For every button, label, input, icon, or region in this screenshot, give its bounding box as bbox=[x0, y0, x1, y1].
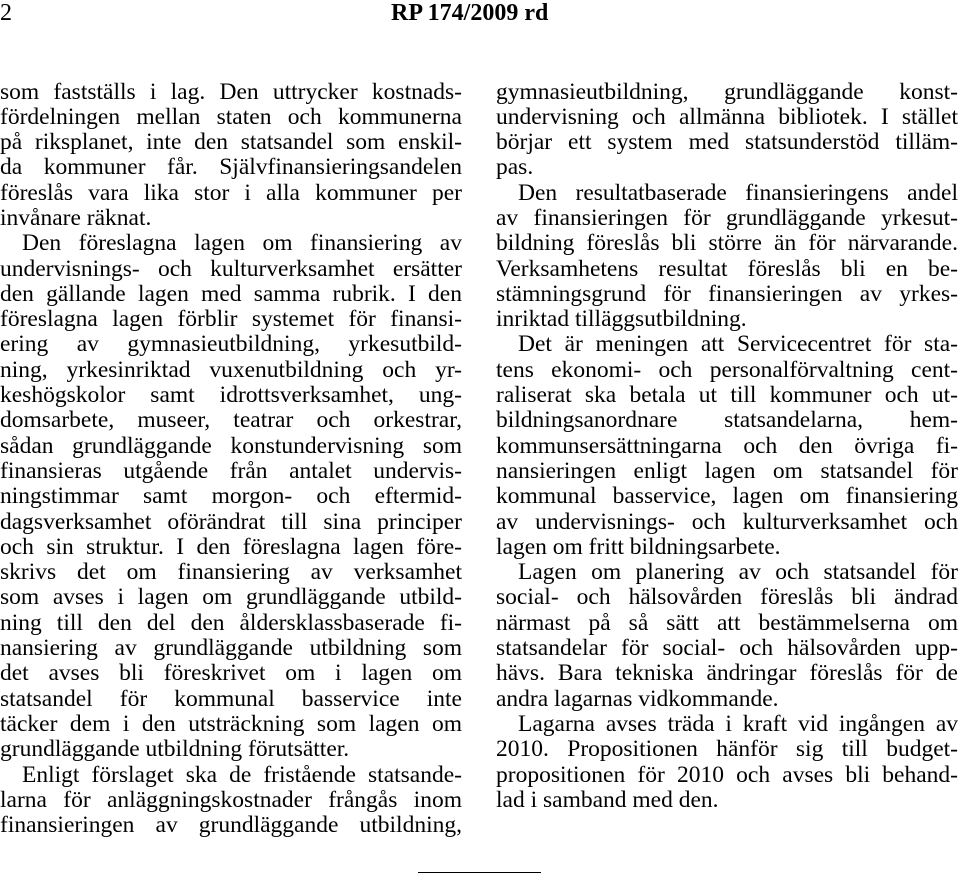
text-line: 2010. Propositionen hänför sig till budget- bbox=[496, 736, 958, 763]
paragraph bbox=[0, 80, 462, 232]
text-line: andra lagarnas vidkommande. bbox=[496, 685, 779, 712]
page-number: 2 bbox=[0, 0, 12, 26]
text-line: social- och hälsovården föreslås bli ändrad bbox=[496, 584, 958, 611]
paragraph bbox=[496, 80, 958, 181]
text-line: av undervisnings- och kulturverksamhet och bbox=[496, 508, 958, 535]
text-line: föreslagna lagen förblir systemet för finansi- bbox=[0, 306, 462, 333]
text-line: lagen om fritt bildningsarbete. bbox=[496, 533, 781, 560]
text-line: lad i samband med den. bbox=[496, 786, 719, 813]
text-line: stämningsgrund för finansieringen av yrkes- bbox=[496, 280, 958, 307]
text-line: hävs. Bara tekniska ändringar föreslås för de bbox=[496, 660, 958, 687]
text-line: kommunsersättningarna och den övriga fi- bbox=[496, 432, 958, 459]
document-id: RP 174/2009 rd bbox=[391, 0, 549, 26]
text-line: propositionen för 2010 och avses bli behand- bbox=[496, 761, 958, 788]
text-line: Lagarna avses träda i kraft vid ingången av bbox=[518, 710, 958, 737]
footnote-separator bbox=[418, 872, 541, 873]
text-line: da kommuner får. Självfinansieringsandelen bbox=[0, 154, 462, 181]
text-line: Det är meningen att Servicecentret för sta- bbox=[518, 331, 958, 358]
text-line: av finansieringen för grundläggande yrkesut- bbox=[496, 204, 958, 231]
text-line: finansieringen av grundläggande utbildning, bbox=[0, 812, 462, 839]
text-line: tens ekonomi- och personalförvaltning cent- bbox=[496, 356, 958, 383]
text-line: Den föreslagna lagen om finansiering av bbox=[22, 230, 462, 257]
right-column bbox=[496, 80, 958, 814]
paragraph bbox=[0, 763, 462, 839]
text-line: sådan grundläggande konstundervisning som bbox=[0, 432, 462, 459]
left-column bbox=[0, 80, 462, 839]
text-line: ningstimmar samt morgon- och eftermid- bbox=[0, 483, 462, 510]
text-line: larna för anläggningskostnader frångås inom bbox=[0, 786, 462, 813]
text-line: täcker dem i den utsträckning som lagen om bbox=[0, 710, 462, 737]
text-line: ering av gymnasieutbildning, yrkesutbild- bbox=[0, 331, 462, 358]
paragraph bbox=[496, 332, 958, 560]
text-line: Den resultatbaserade finansieringens andel bbox=[518, 179, 958, 206]
text-line: ning till den del den åldersklassbaserade fi- bbox=[0, 609, 462, 636]
text-line: den gällande lagen med samma rubrik. I den bbox=[0, 280, 462, 307]
text-line: inriktad tilläggsutbildning. bbox=[496, 306, 747, 333]
text-line: börjar ett system med statsunderstöd tilläm- bbox=[496, 129, 958, 156]
text-line: dagsverksamhet oförändrat till sina principer bbox=[0, 508, 462, 535]
text-line: fördelningen mellan staten och kommunerna bbox=[0, 103, 462, 130]
text-line: undervisnings- och kulturverksamhet ersätter bbox=[0, 255, 462, 282]
text-line: invånare räknat. bbox=[0, 204, 152, 231]
text-line: ning, yrkesinriktad vuxenutbildning och yr- bbox=[0, 356, 462, 383]
text-line: finansieras utgående från antalet undervis- bbox=[0, 457, 462, 484]
paragraph bbox=[0, 231, 462, 762]
text-line: statsandelar för social- och hälsovården upp- bbox=[496, 635, 958, 662]
text-line: som avses i lagen om grundläggande utbild- bbox=[0, 584, 462, 611]
text-line: som fastställs i lag. Den uttrycker kostnads- bbox=[0, 78, 462, 105]
text-line: kommunal basservice, lagen om finansiering bbox=[496, 483, 958, 510]
text-line: pas. bbox=[496, 154, 534, 181]
paragraph bbox=[496, 181, 958, 333]
text-line: skrivs det om finansiering av verksamhet bbox=[0, 559, 462, 586]
paragraph bbox=[496, 712, 958, 813]
text-line: bildning föreslås bli större än för närvarande. bbox=[496, 230, 958, 257]
paragraph bbox=[496, 560, 958, 712]
text-line: det avses bli föreskrivet om i lagen om bbox=[0, 660, 462, 687]
text-line: nansiering av grundläggande utbildning som bbox=[0, 635, 462, 662]
text-line: bildningsanordnare statsandelarna, hem- bbox=[496, 407, 958, 434]
text-line: Lagen om planering av och statsandel för bbox=[518, 559, 958, 586]
text-line: raliserat ska betala ut till kommuner och ut- bbox=[496, 382, 958, 409]
text-line: nansieringen enligt lagen om statsandel för bbox=[496, 457, 958, 484]
text-line: föreslås vara lika stor i alla kommuner per bbox=[0, 179, 462, 206]
text-line: Verksamhetens resultat föreslås bli en be- bbox=[496, 255, 958, 282]
text-line: på riksplanet, inte den statsandel som enskil- bbox=[0, 129, 462, 156]
text-line: statsandel för kommunal basservice inte bbox=[0, 685, 462, 712]
text-line: gymnasieutbildning, grundläggande konst- bbox=[496, 78, 958, 105]
text-line: keshögskolor samt idrottsverksamhet, ung- bbox=[0, 382, 462, 409]
text-line: undervisning och allmänna bibliotek. I stället bbox=[496, 103, 958, 130]
text-line: och sin struktur. I den föreslagna lagen före- bbox=[0, 533, 462, 560]
text-line: Enligt förslaget ska de fristående statsande- bbox=[22, 761, 462, 788]
text-line: grundläggande utbildning förutsätter. bbox=[0, 736, 350, 763]
text-line: närmast på så sätt att bestämmelserna om bbox=[496, 609, 958, 636]
text-line: domsarbete, museer, teatrar och orkestrar, bbox=[0, 407, 462, 434]
